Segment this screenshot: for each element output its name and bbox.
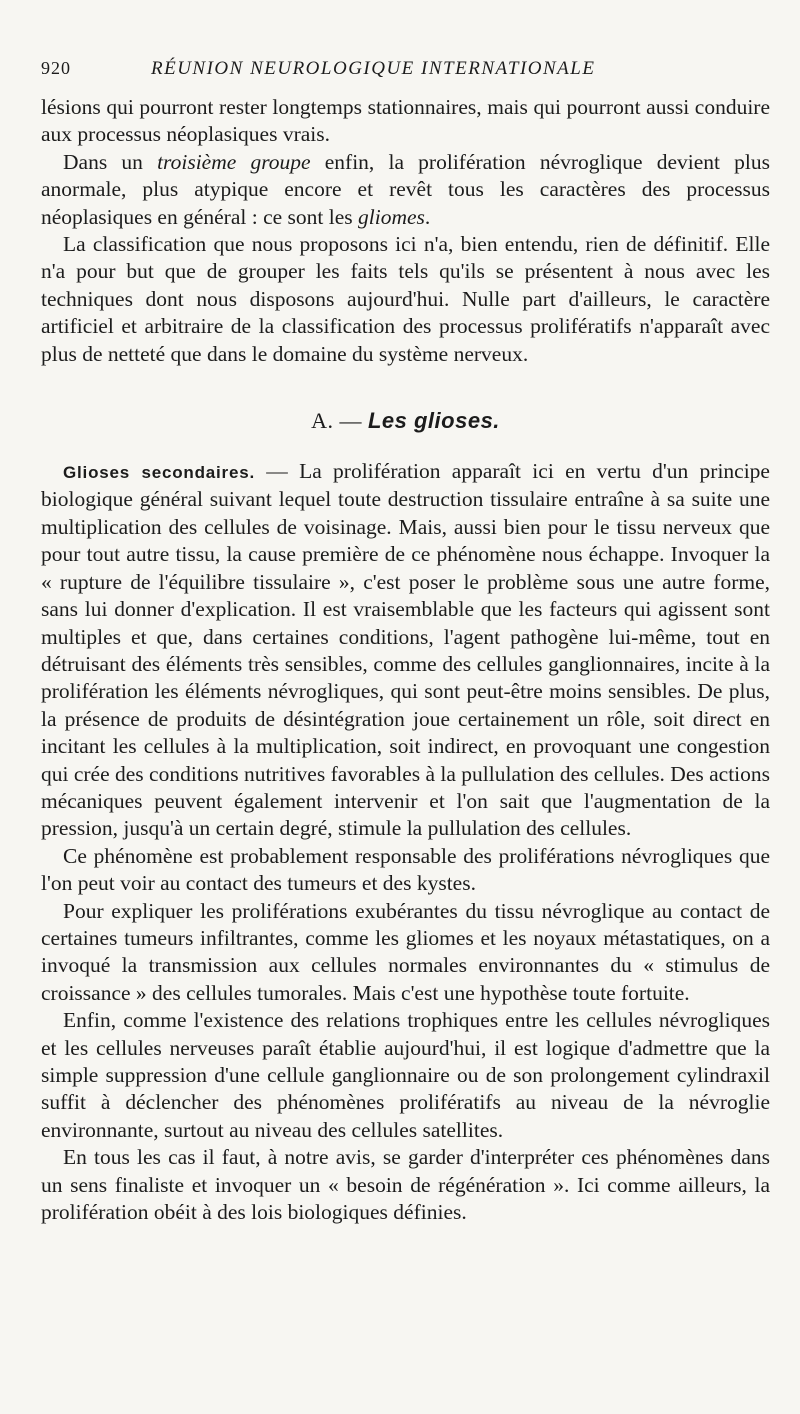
emphasis-troisieme-groupe: troisième groupe	[157, 149, 311, 174]
section-title: Les glioses.	[367, 408, 500, 434]
paragraph-third-group	[41, 149, 770, 231]
page-number: 920	[41, 58, 71, 78]
running-header	[41, 58, 770, 94]
emphasis-gliomes: gliomes	[358, 204, 425, 229]
paragraph-en-tous-les-cas: En tous les cas il faut, à notre avis, se garder d'interpréter ces phénomènes dans un sens finaliste et invoquer un « besoin de régénération ». Ici comme ailleurs, la prolifération obéit à des lois biologiques définies.	[41, 1145, 770, 1225]
section-heading	[41, 408, 770, 434]
paragraph-enfin: Enfin, comme l'existence des relations trophiques entre les cellules névrogliques et les cellules nerveuses paraît établie aujourd'hui, il est logique d'admettre que la simple suppression d'une cellule ganglionnaire ou de son prolongement cylindraxil suffit à déclencher des phénomènes prolifératifs au niveau de la névroglie environnante, surtout au niveau des cellules satellites.	[41, 1008, 770, 1142]
paragraph-expliquer: Pour expliquer les proliférations exubérantes du tissu névroglique au contact de certaines tumeurs infiltrantes, comme les gliomes et les noyaux métastatiques, on a invoqué la transmission aux cellules normales environnantes du « stimulus de croissance » des cellules tumorales. Mais c'est une hypothèse toute fortuite.	[41, 898, 770, 1005]
text-span: — La prolifération apparaît ici en vertu d'un principe biologique général suivant lequel toute destruction tissulaire entraîne à sa suite une multiplication des cellules de voisinage. Mais, aussi bien pour le tissu nerveux que pour tout autre tissu, la cause première de ce phénomène nous échappe. Invoquer la « rupture de l'équilibre tissulaire », c'est poser le problème sous une autre forme, sans lui donner d'explication. Il est vraisemblable que les facteurs qui agissent sont multiples et que, dans certaines conditions, l'agent pathogène lui-même, tout en détruisant des éléments très sensibles, comme des cellules ganglionnaires, incite à la prolifération les éléments névrogliques, qui sont peut-être moins sensibles. De plus, la présence de produits de désintégration joue certainement un rôle, soit direct en incitant les cellules à la multiplication, soit indirect, en provoquant une congestion qui crée des conditions nutritives favorables à la pullulation des cellules. Des actions mécaniques peuvent également intervenir et l'on sait que l'augmentation de la pression, jusqu'à un certain degré, stimule la pullulation des cellules.	[41, 459, 771, 841]
running-title: RÉUNION NEUROLOGIQUE INTERNATIONALE	[151, 58, 596, 79]
paragraph-phenomene: Ce phénomène est probablement responsable des proliférations névrogliques que l'on peut voir au contact des tumeurs et des kystes.	[41, 843, 770, 896]
text-span: .	[424, 204, 431, 229]
section-letter: A. —	[311, 408, 368, 434]
text-span: enfin, la prolifération névroglique devient plus anormale, plus atypique encore et revêt tous les caractères des processus néoplasiques en général : ce sont les	[41, 149, 771, 229]
paragraph-classification: La classification que nous proposons ici n'a, bien entendu, rien de définitif. Elle n'a pour but que de grouper les faits tels qu'ils se présentent à nous avec les techniques dont nous disposons aujourd'hui. Nulle part d'ailleurs, le caractère artificiel et arbitraire de la classification des processus prolifératifs n'apparaît avec plus de netteté que dans le domaine du système nerveux.	[41, 232, 770, 366]
paragraph-continued: lésions qui pourront rester longtemps stationnaires, mais qui pourront aussi conduire aux processus néoplasiques vrais.	[41, 95, 770, 147]
paragraph-glioses-secondaires	[41, 458, 770, 843]
run-in-heading: Glioses secondaires.	[63, 463, 255, 483]
text-span: Dans un	[63, 149, 158, 174]
